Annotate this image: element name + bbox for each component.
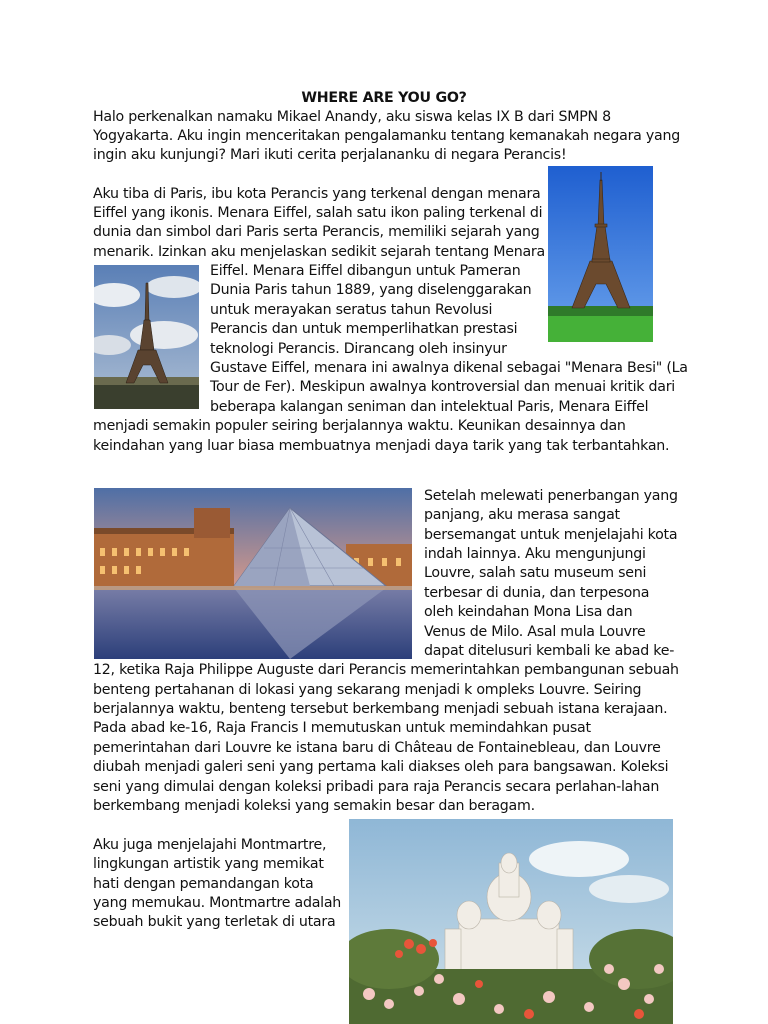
louvre-pyramid-photo xyxy=(94,488,412,659)
text-line: menjadi semakin populer seiring berjalannya waktu. Keunikan desainnya dan xyxy=(93,418,626,434)
text-line: Eiffel. Menara Eiffel dibangun untuk Pameran xyxy=(210,263,521,279)
text-line: Halo perkenalkan namaku Mikael Anandy, aku siswa kelas IX B dari SMPN 8 xyxy=(93,109,611,125)
text-line: Venus de Milo. Asal mula Louvre xyxy=(424,624,646,640)
text-line: Setelah melewati penerbangan yang xyxy=(424,488,678,504)
text-line: Eiffel yang ikonis. Menara Eiffel, salah satu ikon paling terkenal di xyxy=(93,205,543,221)
eiffel-tower-photo xyxy=(94,265,199,409)
text-line: sebuah bukit yang terletak di utara xyxy=(93,914,336,930)
text-line: bersemangat untuk menjelajahi kota xyxy=(424,527,678,543)
text-line: Tour de Fer). Meskipun awalnya kontroversial dan menuai kritik dari xyxy=(210,379,675,395)
text-line: Perancis dan untuk memperlihatkan prestasi xyxy=(210,321,518,337)
text-line: Yogyakarta. Aku ingin menceritakan pengalamanku tentang kemanakah negara yang xyxy=(93,128,680,144)
text-line: lingkungan artistik yang memikat xyxy=(93,856,324,872)
text-line: Pada abad ke-16, Raja Francis I memutuskan untuk memindahkan pusat xyxy=(93,720,591,736)
text-line: diubah menjadi galeri seni yang pertama kali diakses oleh para bangsawan. Koleksi xyxy=(93,759,669,775)
text-line: ingin aku kunjungi? Mari ikuti cerita perjalananku di negara Perancis! xyxy=(93,147,567,163)
text-line: seni yang dimulai dengan koleksi pribadi para raja Perancis secara perlahan-lahan xyxy=(93,779,660,795)
text-line: Gustave Eiffel, menara ini awalnya dikenal sebagai "Menara Besi" (La xyxy=(210,360,688,376)
text-line: indah lainnya. Aku mengunjungi xyxy=(424,546,646,562)
page-title: WHERE ARE YOU GO? xyxy=(301,90,467,106)
text-line: berjalannya waktu, benteng tersebut berkembang menjadi sebuah istana kerajaan. xyxy=(93,701,668,717)
text-line: oleh keindahan Mona Lisa dan xyxy=(424,604,633,620)
text-line: benteng pertahanan di lokasi yang sekarang menjadi k ompleks Louvre. Seiring xyxy=(93,682,642,698)
text-line: hati dengan pemandangan kota xyxy=(93,876,314,892)
text-line: pemerintahan dari Louvre ke istana baru di Château de Fontainebleau, dan Louvre xyxy=(93,740,661,756)
text-line: Aku tiba di Paris, ibu kota Perancis yang terkenal dengan menara xyxy=(93,186,541,202)
text-line: dunia dan simbol dari Paris serta Perancis, memiliki sejarah yang xyxy=(93,224,540,240)
text-line: menarik. Izinkan aku menjelaskan sedikit sejarah tentang Menara xyxy=(93,244,545,260)
text-line: berkembang menjadi koleksi yang semakin besar dan beragam. xyxy=(93,798,535,814)
text-line: teknologi Perancis. Dirancang oleh insinyur xyxy=(210,341,507,357)
text-line: dapat ditelusuri kembali ke abad ke- xyxy=(424,643,675,659)
text-line: panjang, aku merasa sangat xyxy=(424,507,620,523)
text-line: beberapa kalangan seniman dan intelektual Paris, Menara Eiffel xyxy=(210,399,649,415)
sacre-coeur-photo xyxy=(349,819,673,1024)
text-line: 12, ketika Raja Philippe Auguste dari Perancis memerintahkan pembangunan sebuah xyxy=(93,662,679,678)
text-line: Dunia Paris tahun 1889, yang diselenggarakan xyxy=(210,282,532,298)
text-line: terbesar di dunia, dan terpesona xyxy=(424,585,650,601)
eiffel-tower-photo xyxy=(548,166,653,342)
text-line: yang memukau. Montmartre adalah xyxy=(93,895,342,911)
text-line: Louvre, salah satu museum seni xyxy=(424,565,647,581)
text-line: keindahan yang luar biasa membuatnya menjadi daya tarik yang tak terbantahkan. xyxy=(93,438,670,454)
text-line: Aku juga menjelajahi Montmartre, xyxy=(93,837,327,853)
text-line: untuk merayakan seratus tahun Revolusi xyxy=(210,302,493,318)
